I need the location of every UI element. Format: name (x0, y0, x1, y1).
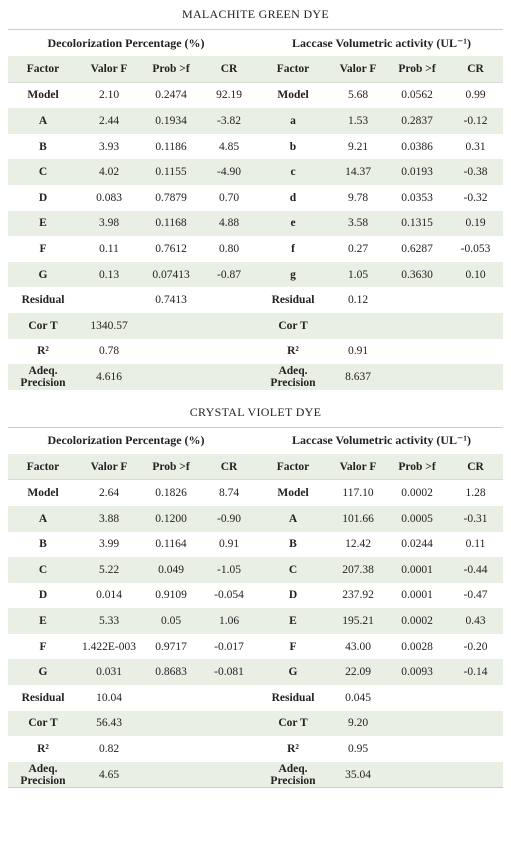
value-cell: 0.27 (347, 242, 369, 255)
section-title: MALACHITE GREEN DYE (181, 7, 330, 21)
table-row (8, 583, 503, 609)
value-cell: 0.11 (465, 538, 486, 551)
factor-cell: C (256, 557, 330, 583)
value-cell: 2.10 (78, 82, 140, 108)
divider (8, 787, 503, 788)
anova-table (8, 454, 503, 788)
column-header: Factor (256, 56, 330, 82)
value-cell: -3.82 (202, 108, 256, 134)
value-cell: 101.66 (330, 506, 386, 532)
value-cell: -0.053 (460, 242, 491, 255)
value-cell: 8.637 (330, 364, 386, 390)
table-row (8, 364, 503, 390)
value-cell: 0.1155 (140, 159, 202, 185)
value-cell (386, 287, 448, 313)
table-row (8, 211, 503, 237)
value-cell: 0.1200 (140, 506, 202, 532)
value-cell: -0.90 (202, 506, 256, 532)
value-cell: -0.87 (202, 262, 256, 288)
value-cell: 14.37 (330, 159, 386, 185)
factor-cell: D (38, 589, 48, 602)
factor-cell: Cor T (8, 313, 78, 339)
value-cell: 237.92 (342, 589, 374, 602)
value-cell: 0.9109 (155, 589, 187, 602)
factor-cell: Cor T (256, 711, 330, 737)
value-cell: 56.43 (78, 711, 140, 737)
factor-cell: f (291, 242, 295, 255)
table-row (8, 532, 503, 558)
factor-cell: E (256, 608, 330, 634)
value-cell: 0.014 (96, 589, 122, 602)
factor-cell: Model (8, 82, 78, 108)
column-header: CR (448, 454, 503, 480)
value-cell (78, 287, 140, 313)
column-header: Valor F (78, 56, 140, 82)
header-row (8, 454, 503, 480)
value-cell: -0.017 (214, 640, 244, 653)
value-cell: 0.0353 (401, 191, 433, 204)
value-cell (448, 287, 503, 313)
factor-cell: C (8, 557, 78, 583)
value-cell: 5.33 (78, 608, 140, 634)
value-cell: 0.083 (96, 191, 122, 204)
value-cell: 0.0386 (401, 140, 433, 153)
table-row (8, 185, 503, 211)
value-cell: 0.31 (465, 140, 486, 153)
value-cell: 0.82 (98, 743, 120, 756)
value-cell (202, 685, 256, 711)
value-cell: 0.11 (99, 242, 119, 255)
value-cell: 0.8683 (140, 659, 202, 685)
value-cell: 10.04 (96, 691, 122, 704)
value-cell: -4.90 (202, 159, 256, 185)
table-row (8, 262, 503, 288)
factor-cell: F (39, 640, 47, 653)
value-cell: 0.0001 (401, 589, 433, 602)
table-row (8, 659, 503, 685)
value-cell: -0.32 (463, 191, 488, 204)
value-cell: 1.28 (448, 480, 503, 506)
value-cell (386, 364, 448, 390)
value-cell (386, 762, 448, 788)
value-cell: 0.1826 (140, 480, 202, 506)
value-cell: 0.0002 (386, 608, 448, 634)
factor-cell: E (8, 608, 78, 634)
value-cell: 4.616 (78, 364, 140, 390)
column-header: Prob >f (140, 56, 202, 82)
value-cell (448, 762, 503, 788)
factor-cell: B (39, 538, 47, 551)
value-cell (140, 685, 202, 711)
table-row (8, 506, 503, 532)
value-cell: 0.05 (140, 608, 202, 634)
table-row (8, 108, 503, 134)
value-cell (386, 313, 448, 339)
value-cell: 0.0002 (386, 480, 448, 506)
left-heading: Decolorization Percentage (%) (47, 433, 205, 448)
value-cell: 0.99 (448, 82, 503, 108)
value-cell: -0.20 (463, 640, 488, 653)
value-cell: 1.06 (202, 608, 256, 634)
value-cell (202, 711, 256, 737)
value-cell: 5.22 (78, 557, 140, 583)
value-cell: 0.0005 (386, 506, 448, 532)
value-cell: 0.7413 (155, 294, 187, 307)
value-cell: 4.85 (218, 140, 240, 153)
right-heading: Laccase Volumetric activity (UL⁻¹) (292, 433, 471, 448)
value-cell: 0.1186 (155, 140, 187, 153)
value-cell: 0.07413 (140, 262, 202, 288)
value-cell: 9.20 (330, 711, 386, 737)
value-cell (448, 736, 503, 762)
value-cell (202, 762, 256, 788)
column-header: Valor F (330, 56, 386, 82)
column-header: CR (202, 56, 256, 82)
factor-cell: Residual (21, 691, 65, 704)
value-cell: 3.88 (78, 506, 140, 532)
factor-cell: A (8, 506, 78, 532)
value-cell: 0.70 (218, 191, 240, 204)
value-cell: 0.78 (98, 345, 120, 358)
table-row (8, 159, 503, 185)
value-cell (140, 711, 202, 737)
value-cell: -0.44 (448, 557, 503, 583)
value-cell: 0.0193 (386, 159, 448, 185)
column-header: Valor F (78, 454, 140, 480)
factor-cell: d (289, 191, 297, 204)
value-cell: 3.58 (330, 211, 386, 237)
column-header: Valor F (330, 454, 386, 480)
value-cell: 4.02 (78, 159, 140, 185)
factor-cell: C (8, 159, 78, 185)
value-cell: 35.04 (330, 762, 386, 788)
value-cell: -0.31 (448, 506, 503, 532)
value-cell: 0.3630 (386, 262, 448, 288)
value-cell: 5.68 (330, 82, 386, 108)
value-cell: 0.2837 (386, 108, 448, 134)
value-cell: 0.6287 (401, 242, 433, 255)
factor-cell: Adeq. Precision (256, 364, 330, 390)
right-heading: Laccase Volumetric activity (UL⁻¹) (292, 35, 471, 50)
value-cell (448, 313, 503, 339)
factor-cell: Cor T (8, 711, 78, 737)
factor-cell: R² (37, 743, 49, 756)
value-cell (330, 313, 386, 339)
factor-cell: Model (8, 480, 78, 506)
table-subheadings (0, 428, 511, 454)
column-header: Factor (8, 454, 78, 480)
value-cell (386, 736, 448, 762)
factor-cell: G (8, 262, 78, 288)
value-cell: -0.47 (463, 589, 488, 602)
value-cell: 0.049 (140, 557, 202, 583)
factor-cell: Adeq. Precision (256, 762, 330, 788)
value-cell: 0.12 (347, 294, 369, 307)
table-row (8, 557, 503, 583)
value-cell: 0.1315 (386, 211, 448, 237)
factor-cell: R² (37, 345, 49, 358)
value-cell: 0.0562 (386, 82, 448, 108)
value-cell (140, 762, 202, 788)
value-cell (386, 711, 448, 737)
value-cell: 0.1934 (140, 108, 202, 134)
factor-cell: Model (256, 480, 330, 506)
factor-cell: F (39, 242, 47, 255)
value-cell: 0.43 (448, 608, 503, 634)
table-row (8, 313, 503, 339)
table-row (8, 762, 503, 788)
value-cell: 0.91 (218, 538, 240, 551)
anova-table (8, 56, 503, 390)
value-cell: -0.38 (448, 159, 503, 185)
value-cell: 117.10 (330, 480, 386, 506)
table-subheadings (0, 30, 511, 56)
factor-cell: Cor T (256, 313, 330, 339)
value-cell: 0.0093 (386, 659, 448, 685)
value-cell (202, 364, 256, 390)
table-row (8, 287, 503, 313)
table-row (8, 480, 503, 506)
value-cell: 0.80 (218, 242, 240, 255)
factor-cell: F (289, 640, 297, 653)
value-cell (386, 685, 448, 711)
table-row (8, 711, 503, 737)
column-header: Factor (8, 56, 78, 82)
factor-cell: B (289, 538, 297, 551)
value-cell: 0.7879 (155, 191, 187, 204)
value-cell: 0.1168 (140, 211, 202, 237)
value-cell: -0.081 (202, 659, 256, 685)
factor-cell: Residual (271, 691, 315, 704)
factor-cell: Residual (21, 294, 65, 307)
value-cell: 0.10 (448, 262, 503, 288)
factor-cell: Adeq. Precision (8, 364, 78, 390)
factor-cell: c (256, 159, 330, 185)
column-header: Prob >f (386, 454, 448, 480)
factor-cell: A (256, 506, 330, 532)
value-cell: 0.19 (448, 211, 503, 237)
table-row (8, 82, 503, 108)
factor-cell: A (8, 108, 78, 134)
value-cell: 9.21 (347, 140, 369, 153)
factor-cell: E (8, 211, 78, 237)
value-cell: 22.09 (330, 659, 386, 685)
left-heading: Decolorization Percentage (%) (47, 35, 205, 50)
value-cell: 0.91 (347, 345, 369, 358)
value-cell: -1.05 (202, 557, 256, 583)
table-row (8, 736, 503, 762)
table-row (8, 608, 503, 634)
factor-cell: b (289, 140, 297, 153)
column-header: Prob >f (140, 454, 202, 480)
factor-cell: G (8, 659, 78, 685)
factor-cell: Residual (271, 294, 315, 307)
value-cell: 1.422E-003 (82, 640, 136, 653)
value-cell: 0.1164 (155, 538, 187, 551)
value-cell (140, 736, 202, 762)
section-title: CRYSTAL VIOLET DYE (189, 404, 322, 419)
value-cell (448, 339, 503, 365)
value-cell: 4.88 (202, 211, 256, 237)
column-header: Factor (256, 454, 330, 480)
value-cell: 0.031 (78, 659, 140, 685)
value-cell: 92.19 (202, 82, 256, 108)
value-cell: 8.74 (202, 480, 256, 506)
value-cell: 9.78 (347, 191, 369, 204)
value-cell: 0.13 (78, 262, 140, 288)
factor-cell: a (256, 108, 330, 134)
value-cell: 0.0001 (386, 557, 448, 583)
value-cell: 2.64 (78, 480, 140, 506)
factor-cell: Model (256, 82, 330, 108)
value-cell (448, 711, 503, 737)
value-cell (202, 736, 256, 762)
value-cell: 0.045 (345, 691, 371, 704)
value-cell: 1340.57 (78, 313, 140, 339)
factor-cell: G (256, 659, 330, 685)
table-row (8, 339, 503, 365)
value-cell (140, 313, 202, 339)
value-cell: 3.99 (98, 538, 120, 551)
factor-cell: R² (287, 743, 299, 756)
table-row (8, 134, 503, 160)
factor-cell: R² (287, 345, 299, 358)
value-cell: 0.95 (347, 743, 369, 756)
value-cell: 3.98 (78, 211, 140, 237)
value-cell: 1.53 (330, 108, 386, 134)
value-cell: -0.12 (448, 108, 503, 134)
value-cell (202, 287, 256, 313)
value-cell: 0.0244 (401, 538, 433, 551)
column-header: CR (448, 56, 503, 82)
value-cell: 0.0028 (401, 640, 433, 653)
section-malachite-green (0, 0, 511, 390)
value-cell: 0.7612 (155, 242, 187, 255)
value-cell (448, 685, 503, 711)
factor-cell: B (39, 140, 47, 153)
value-cell: 207.38 (330, 557, 386, 583)
table-row (8, 685, 503, 711)
factor-cell: Adeq. Precision (8, 762, 78, 788)
table-row (8, 236, 503, 262)
value-cell (386, 339, 448, 365)
column-header: CR (202, 454, 256, 480)
value-cell (140, 339, 202, 365)
factor-cell: e (256, 211, 330, 237)
value-cell: 12.42 (345, 538, 371, 551)
value-cell: 0.9717 (155, 640, 187, 653)
value-cell: 195.21 (330, 608, 386, 634)
factor-cell: D (288, 589, 298, 602)
value-cell: 3.93 (98, 140, 120, 153)
value-cell (202, 313, 256, 339)
header-row (8, 56, 503, 82)
factor-cell: D (38, 191, 48, 204)
value-cell: 4.65 (78, 762, 140, 788)
value-cell: -0.14 (448, 659, 503, 685)
section-crystal-violet (0, 398, 511, 789)
value-cell: 1.05 (330, 262, 386, 288)
factor-cell: g (256, 262, 330, 288)
table-row (8, 634, 503, 660)
value-cell (202, 339, 256, 365)
value-cell: -0.054 (214, 589, 244, 602)
value-cell: 43.00 (345, 640, 371, 653)
column-header: Prob >f (386, 56, 448, 82)
value-cell (140, 364, 202, 390)
value-cell (448, 364, 503, 390)
value-cell: 2.44 (78, 108, 140, 134)
value-cell: 0.2474 (140, 82, 202, 108)
